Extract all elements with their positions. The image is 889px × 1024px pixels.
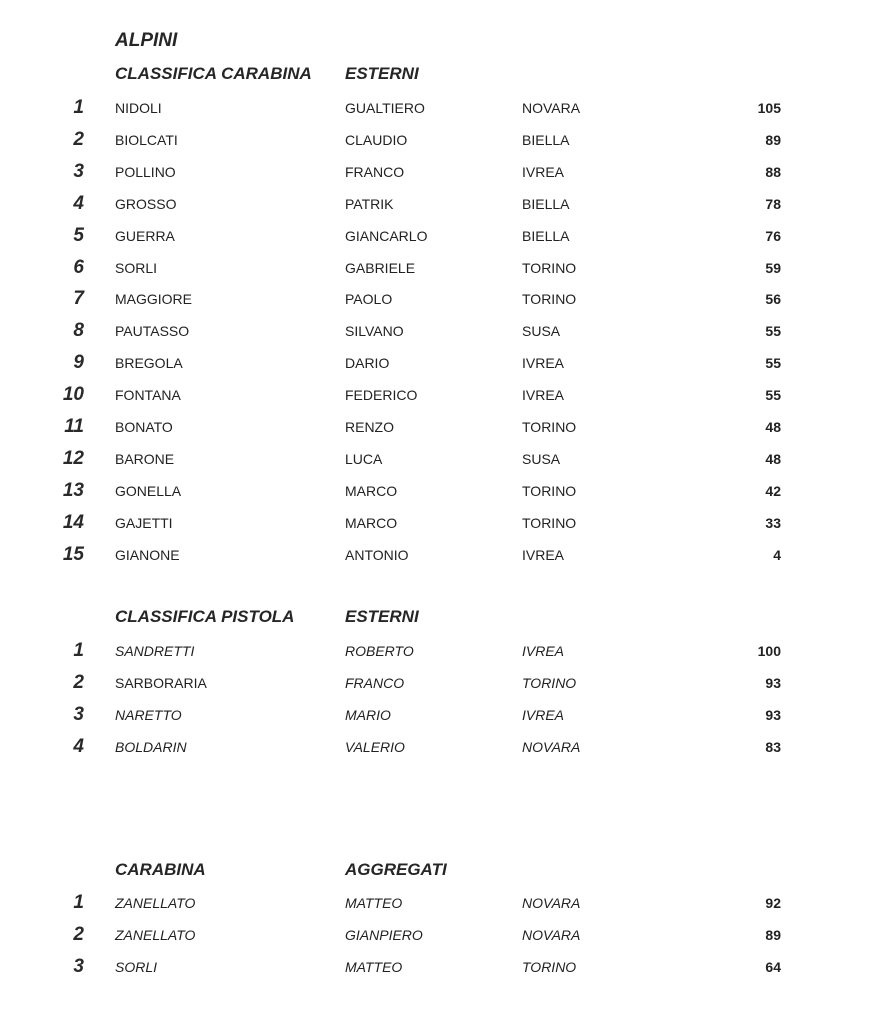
ranking-row [0,97,889,123]
rank-number: 2 [73,923,84,945]
section-subheading: AGGREGATI [345,860,447,879]
first-name-cell: RENZO [345,419,394,435]
surname-cell: POLLINO [115,163,176,180]
ranking-row [0,161,889,187]
surname-cell: GONELLA [115,482,182,499]
city-cell: BIELLA [522,227,570,244]
surname-cell: SORLI [115,958,158,975]
score-cell: 55 [765,355,781,372]
city-cell: IVREA [522,163,565,180]
city-cell: IVREA [522,706,565,723]
score-cell: 78 [765,195,781,212]
first-name-cell: MATTEO [345,895,403,911]
surname-cell: SORLI [115,259,158,276]
first-name-cell: DARIO [345,355,390,372]
ranking-row [0,384,889,410]
score-cell: 89 [765,131,781,148]
first-name-cell: FRANCO [345,163,405,180]
first-name-cell: CLAUDIO [345,131,408,148]
rank-number: 11 [64,416,84,437]
first-name-cell: MATTEO [345,958,403,975]
surname-cell: GIANONE [115,546,180,563]
score-cell: 59 [765,259,781,276]
rank-number: 3 [73,955,84,977]
section-header-carabina-aggregati [0,860,889,886]
city-cell: SUSA [522,450,561,467]
score-cell: 48 [765,419,781,435]
first-name-cell: ROBERTO [345,643,414,659]
first-name-cell: SILVANO [345,323,404,340]
section-header-pistola-esterni [0,607,889,633]
section-subheading: ESTERNI [345,607,419,626]
rank-number: 15 [62,543,84,565]
city-cell: NOVARA [522,738,581,755]
surname-cell: BONATO [115,419,173,435]
city-cell: TORINO [522,482,577,499]
surname-cell: BARONE [115,450,175,467]
score-cell: 55 [765,387,781,404]
rank-number: 13 [62,479,84,501]
ranking-row [0,672,889,698]
first-name-cell: GIANCARLO [345,227,428,244]
first-name-cell: MARCO [345,482,398,499]
city-cell: NOVARA [522,100,581,116]
rank-number: 9 [73,352,84,374]
ranking-row [0,448,889,474]
ranking-row [0,512,889,538]
city-cell: IVREA [522,546,565,563]
rank-number: 7 [73,288,84,310]
score-cell: 42 [765,482,781,499]
section-heading: CARABINA [115,860,206,879]
ranking-row [0,892,889,918]
rank-number: 3 [73,160,84,182]
city-cell: TORINO [522,514,577,531]
section-subheading: ESTERNI [345,64,419,83]
rank-number: 2 [73,671,84,693]
rank-number: 6 [73,256,84,278]
surname-cell: ZANELLATO [115,926,196,943]
surname-cell: GUERRA [115,227,175,244]
rank-number: 2 [73,128,84,150]
first-name-cell: GUALTIERO [345,100,425,116]
first-name-cell: LUCA [345,450,383,467]
rank-number: 4 [73,192,84,214]
surname-cell: PAUTASSO [115,323,190,340]
city-cell: BIELLA [522,195,570,212]
city-cell: TORINO [522,674,577,691]
city-cell: IVREA [522,355,565,372]
ranking-row [0,544,889,570]
ranking-row [0,480,889,506]
rank-number: 1 [73,97,84,118]
score-cell: 93 [765,706,781,723]
city-cell: NOVARA [522,926,581,943]
score-cell: 88 [765,163,781,180]
ranking-row [0,225,889,251]
surname-cell: SARBORARIA [115,674,207,691]
city-cell: TORINO [522,419,577,435]
score-cell: 55 [765,323,781,340]
rank-number: 5 [73,224,84,246]
ranking-row [0,288,889,314]
first-name-cell: MARIO [345,706,391,723]
score-cell: 4 [773,546,781,563]
first-name-cell: PAOLO [345,291,393,308]
score-cell: 64 [765,958,781,975]
ranking-row [0,956,889,982]
score-cell: 105 [757,100,781,116]
rank-number: 14 [62,511,84,533]
ranking-row [0,924,889,950]
section-header-carabina-esterni [0,64,889,90]
document-title: ALPINI [115,30,178,51]
city-cell: TORINO [522,958,577,975]
rank-number: 1 [73,892,84,913]
score-cell: 33 [765,514,781,531]
first-name-cell: FEDERICO [345,387,418,404]
city-cell: IVREA [522,643,565,659]
score-cell: 48 [765,450,781,467]
ranking-row [0,704,889,730]
section-heading: CLASSIFICA PISTOLA [115,607,295,626]
rank-number: 3 [73,703,84,725]
surname-cell: MAGGIORE [115,291,193,308]
ranking-row [0,416,889,442]
ranking-row [0,320,889,346]
rank-number: 12 [62,447,84,469]
surname-cell: BREGOLA [115,355,183,372]
surname-cell: GAJETTI [115,514,173,531]
score-cell: 100 [757,643,781,659]
first-name-cell: ANTONIO [345,546,409,563]
first-name-cell: FRANCO [345,674,405,691]
surname-cell: NARETTO [115,706,182,723]
ranking-row [0,352,889,378]
first-name-cell: PATRIK [345,195,394,212]
score-cell: 83 [765,738,781,755]
ranking-row [0,193,889,219]
rank-number: 8 [73,320,84,342]
first-name-cell: GIANPIERO [345,926,423,943]
rank-number: 1 [73,640,84,661]
city-cell: TORINO [522,291,577,308]
surname-cell: ZANELLATO [115,895,196,911]
ranking-row [0,129,889,155]
rank-number: 10 [62,384,84,406]
score-cell: 93 [765,674,781,691]
city-cell: IVREA [522,387,565,404]
city-cell: NOVARA [522,895,581,911]
surname-cell: NIDOLI [115,100,162,116]
rank-number: 4 [73,735,84,757]
score-cell: 92 [765,895,781,911]
surname-cell: FONTANA [115,387,181,404]
city-cell: BIELLA [522,131,570,148]
city-cell: SUSA [522,323,561,340]
score-cell: 76 [765,227,781,244]
surname-cell: BIOLCATI [115,131,178,148]
first-name-cell: VALERIO [345,738,405,755]
ranking-row [0,640,889,666]
city-cell: TORINO [522,259,577,276]
first-name-cell: GABRIELE [345,259,416,276]
score-cell: 56 [765,291,781,308]
section-heading: CLASSIFICA CARABINA [115,64,312,83]
first-name-cell: MARCO [345,514,398,531]
ranking-row [0,257,889,283]
surname-cell: SANDRETTI [115,643,195,659]
surname-cell: BOLDARIN [115,738,187,755]
ranking-row [0,736,889,762]
score-cell: 89 [765,926,781,943]
surname-cell: GROSSO [115,195,177,212]
